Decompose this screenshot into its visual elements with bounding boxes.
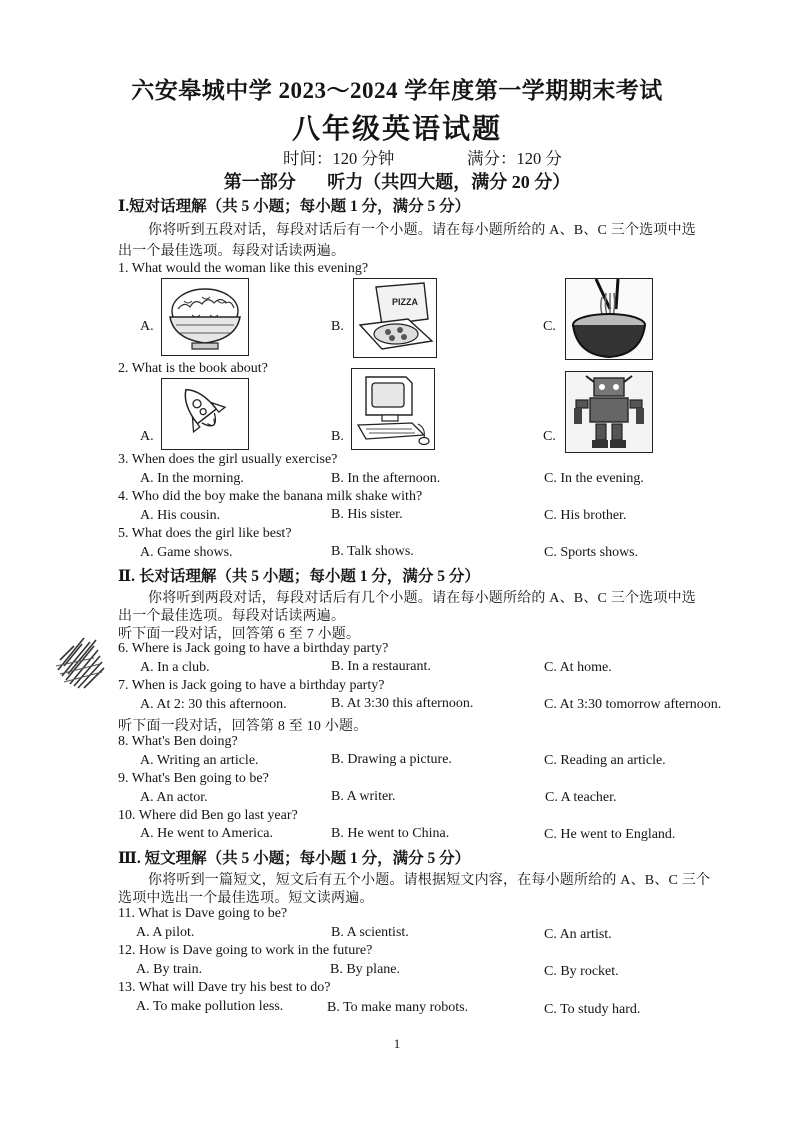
noodle-bowl-icon [565,278,653,360]
section-1-intro-line2: 出一个最佳选项。每段对话读两遍。 [118,244,346,259]
q7-option-c: C. At 3:30 tomorrow afternoon. [544,697,722,712]
rocket-icon [161,378,249,450]
question-11: 11. What is Dave going to be? [118,906,288,921]
question-4: 4. Who did the boy make the banana milk shake with? [118,489,423,504]
q10-option-b: B. He went to China. [331,826,450,841]
q12-option-b: B. By plane. [330,962,400,977]
pencil-scribble-mark [54,630,112,694]
question-13: 13. What will Dave try his best to do? [118,980,331,995]
question-2: 2. What is the book about? [118,361,268,376]
question-6: 6. Where is Jack going to have a birthday party? [118,641,389,656]
q13-option-c: C. To study hard. [544,1002,641,1017]
pizza-label: PIZZA [392,297,418,307]
question-5: 5. What does the girl like best? [118,526,292,541]
section-1-title: Ⅰ.短对话理解（共 5 小题；每小题 1 分，满分 5 分） [118,198,471,215]
q11-option-a: A. A pilot. [136,925,195,940]
exam-time: 时间：120 分钟 [283,149,395,168]
q4-option-a: A. His cousin. [140,508,221,523]
q7-option-a: A. At 2: 30 this afternoon. [140,697,287,712]
q13-option-b: B. To make many robots. [327,1000,469,1015]
section-3-title: Ⅲ. 短文理解（共 5 小题；每小题 1 分，满分 5 分） [118,850,471,867]
q5-option-c: C. Sports shows. [544,545,639,560]
q3-option-c: C. In the evening. [544,471,644,486]
q2-option-c-label: C. [543,429,556,444]
question-7: 7. When is Jack going to have a birthday party? [118,678,385,693]
exam-title: 六安皋城中学 2023～2024 学年度第一学期期末考试 [131,78,663,103]
q7-option-b: B. At 3:30 this afternoon. [331,696,474,711]
computer-icon [351,368,435,450]
q10-option-a: A. He went to America. [140,826,273,841]
question-8: 8. What's Ben doing? [118,734,238,749]
section-3-intro-line1: 你将听到一篇短文，短文后有五个小题。请根据短文内容，在每小题所给的 A、B、C 三个 [148,873,711,888]
exam-score: 满分：120 分 [467,149,562,168]
robot-icon [565,371,653,453]
q6-option-c: C. At home. [544,660,612,675]
q9-option-c: C. A teacher. [545,790,617,805]
section-2-title: Ⅱ. 长对话理解（共 5 小题；每小题 1 分，满分 5 分） [118,568,480,585]
q11-option-c: C. An artist. [544,927,612,942]
part-title: 听力（共四大题，满分 20 分） [327,172,571,192]
q2-option-a-label: A. [140,429,154,444]
q11-option-b: B. A scientist. [331,925,409,940]
question-12: 12. How is Dave going to work in the future? [118,943,373,958]
part-label: 第一部分 [223,172,296,192]
q8-option-a: A. Writing an article. [140,753,259,768]
q8-option-b: B. Drawing a picture. [331,752,452,767]
q9-option-b: B. A writer. [331,789,396,804]
q12-option-c: C. By rocket. [544,964,619,979]
q3-option-a: A. In the morning. [140,471,244,486]
section-2-lead-2: 听下面一段对话，回答第 8 至 10 小题。 [118,719,368,734]
question-3: 3. When does the girl usually exercise? [118,452,338,467]
question-9: 9. What's Ben going to be? [118,771,269,786]
q12-option-a: A. By train. [136,962,203,977]
q3-option-b: B. In the afternoon. [331,471,441,486]
q2-option-b-label: B. [331,429,344,444]
page-number: 1 [393,1036,401,1051]
section-2-intro-line2: 出一个最佳选项。每段对话读两遍。 [118,609,346,624]
q10-option-c: C. He went to England. [544,827,676,842]
q4-option-b: B. His sister. [331,507,403,522]
section-2-lead-1: 听下面一段对话，回答第 6 至 7 小题。 [118,627,361,642]
section-1-intro-line1: 你将听到五段对话，每段对话后有一个小题。请在每小题所给的 A、B、C 三个选项中选 [148,223,696,238]
question-1: 1. What would the woman like this evening? [118,261,369,276]
section-3-intro-line2: 选项中选出一个最佳选项。短文读两遍。 [118,891,374,906]
q13-option-a: A. To make pollution less. [136,999,284,1014]
pizza-box-icon [353,278,437,358]
q5-option-a: A. Game shows. [140,545,233,560]
q6-option-a: A. In a club. [140,660,210,675]
exam-subtitle: 八年级英语试题 [291,114,502,145]
section-2-intro-line1: 你将听到两段对话，每段对话后有几个小题。请在每小题所给的 A、B、C 三个选项中选 [148,591,696,606]
part-heading [0,168,794,194]
q6-option-b: B. In a restaurant. [331,659,431,674]
rice-bowl-icon [161,278,249,356]
q4-option-c: C. His brother. [544,508,627,523]
q1-option-a-label: A. [140,319,154,334]
q1-option-c-label: C. [543,319,556,334]
q8-option-c: C. Reading an article. [544,753,666,768]
q5-option-b: B. Talk shows. [331,544,414,559]
question-10: 10. Where did Ben go last year? [118,808,298,823]
q9-option-a: A. An actor. [140,790,208,805]
q1-option-b-label: B. [331,319,344,334]
